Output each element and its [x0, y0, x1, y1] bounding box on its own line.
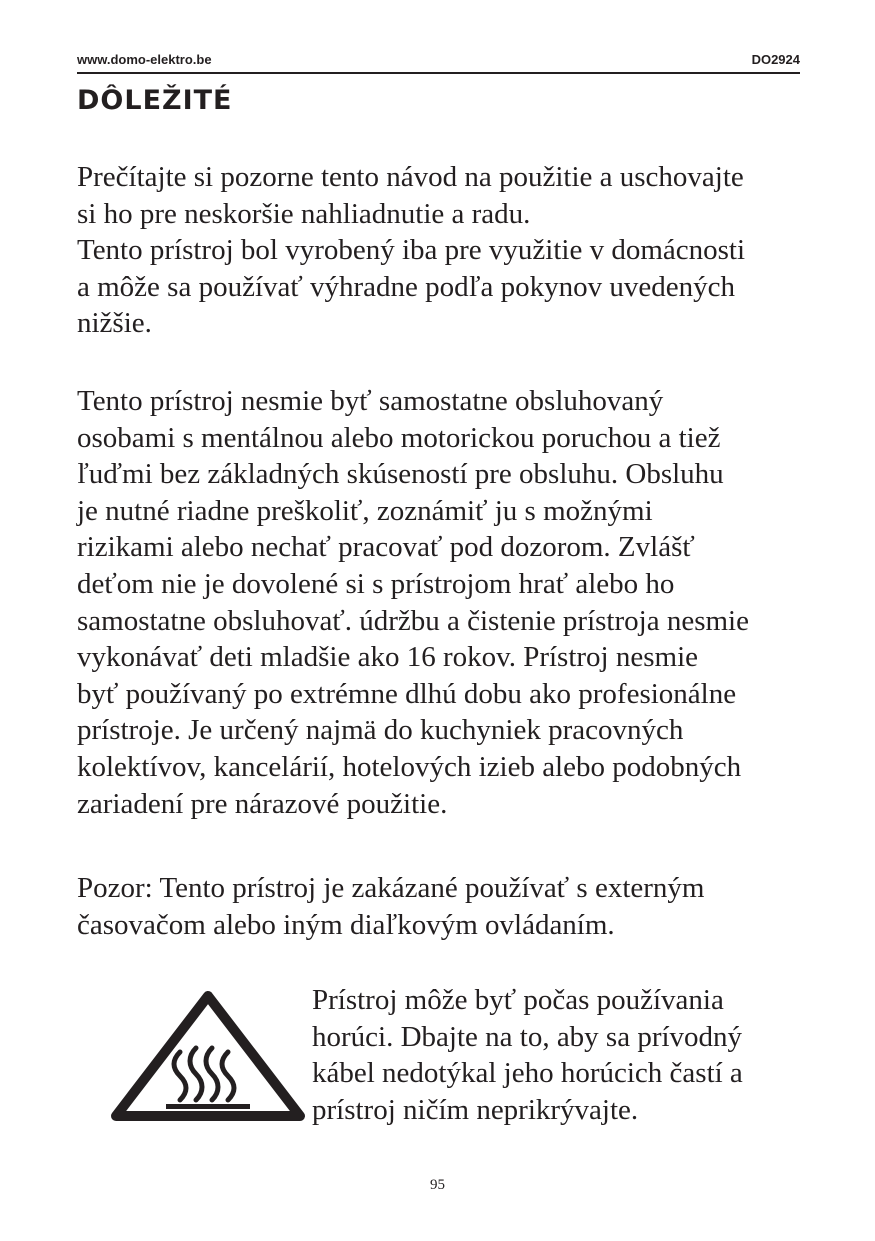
text-line: byť používaný po extrémne dlhú dobu ako profesionálne [77, 677, 737, 710]
text-line: kábel nedotýkal jeho horúcich častí a [312, 1057, 743, 1090]
website-url: www.domo-elektro.be [77, 52, 212, 67]
safety-paragraph [77, 383, 817, 822]
text-line: ľuďmi bez základných skúseností pre obsluhu. Obsluhu [77, 458, 724, 491]
hot-surface-warning-icon [110, 990, 306, 1122]
intro-paragraph [77, 159, 817, 342]
text-line: zariadení pre nárazové použitie. [77, 787, 448, 820]
page-title: DÔLEŽITÉ [77, 85, 233, 116]
text-line: Prečítajte si pozorne tento návod na použitie a uschovajte [77, 161, 744, 193]
text-line: deťom nie je dovolené si s prístrojom hrať alebo ho [77, 567, 675, 600]
text-line: Prístroj môže byť počas používania [312, 984, 724, 1016]
text-line: vykonávať deti mladšie ako 16 rokov. Prístroj nesmie [77, 641, 699, 674]
text-line: Tento prístroj bol vyrobený iba pre využitie v domácnosti [77, 234, 746, 267]
text-line: a môže sa používať výhradne podľa pokynov uvedených [77, 270, 735, 303]
text-line: nižšie. [77, 307, 152, 340]
text-line: prístroje. Je určený najmä do kuchyniek pracovných [77, 714, 684, 747]
hot-surface-warning [77, 982, 807, 1132]
text-line: Pozor: Tento prístroj je zakázané používať s externým [77, 872, 705, 904]
model-number: DO2924 [751, 52, 800, 67]
page-header [77, 52, 800, 74]
text-line: časovačom alebo iným diaľkovým ovládaním. [77, 908, 615, 941]
text-line: horúci. Dbajte na to, aby sa prívodný [312, 1020, 743, 1053]
text-line: osobami s mentálnou alebo motorickou poruchou a tiež [77, 421, 721, 454]
text-line: Tento prístroj nesmie byť samostatne obsluhovaný [77, 385, 664, 417]
text-line: si ho pre neskoršie nahliadnutie a radu. [77, 197, 531, 230]
text-line: prístroj ničím neprikrývajte. [312, 1093, 639, 1126]
caution-paragraph [77, 870, 817, 943]
text-line: kolektívov, kancelárií, hotelových izieb alebo podobných [77, 750, 742, 783]
text-line: rizikami alebo nechať pracovať pod dozorom. Zvlášť [77, 531, 695, 564]
page-number: 95 [430, 1177, 445, 1193]
warning-text [312, 982, 807, 1128]
text-line: samostatne obsluhovať. údržbu a čistenie prístroja nesmie [77, 604, 749, 637]
text-line: je nutné riadne preškoliť, zoznámiť ju s možnými [77, 494, 653, 527]
